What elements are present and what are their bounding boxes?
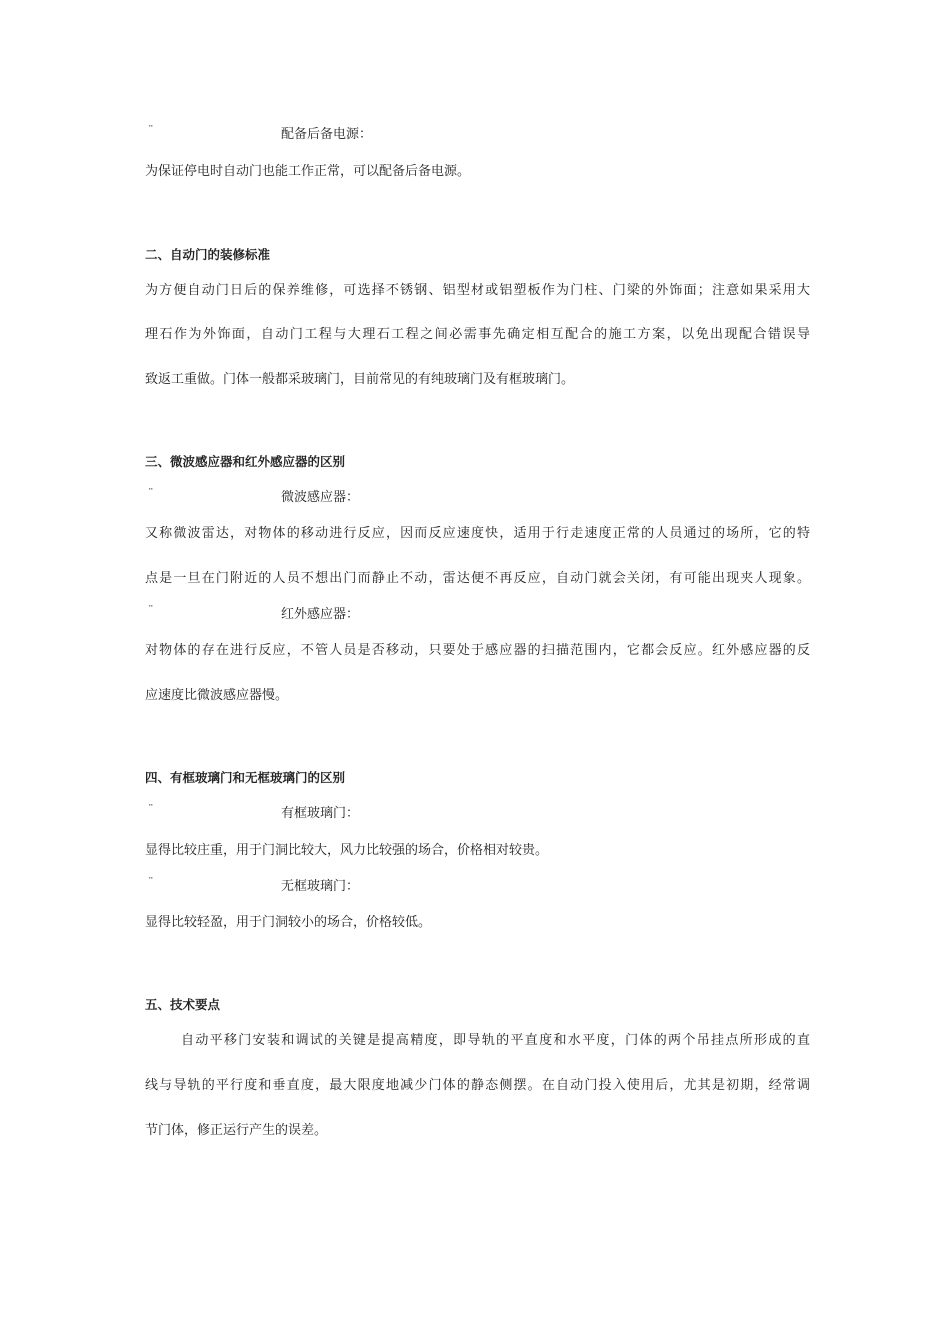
section-4-heading: 四、有框玻璃门和无框玻璃门的区别	[145, 770, 346, 785]
infrared-sensor-text-line: 对物体的存在进行反应，不管人员是否移动，只要处于感应器的扫描范围内，它都会反应。红外感应器的反	[145, 643, 810, 658]
infrared-sensor-text-line: 应速度比微波感应器慢。	[145, 688, 289, 703]
frameless-door-label: 无框玻璃门：	[281, 879, 360, 894]
backup-power-label: 配备后备电源：	[281, 127, 373, 142]
bullet-icon: ¨	[148, 487, 154, 500]
section-2-paragraph-line: 理石作为外饰面，自动门工程与大理石工程之间必需事先确定相互配合的施工方案，以免出现配合错误导	[145, 327, 810, 342]
framed-door-item	[145, 805, 810, 823]
bullet-icon: ¨	[148, 604, 154, 617]
framed-door-text: 显得比较庄重，用于门洞比较大，风力比较强的场合，价格相对较贵。	[145, 843, 549, 858]
section-5-paragraph-line: 线与导轨的平行度和垂直度，最大限度地减少门体的静态侧摆。在自动门投入使用后，尤其是初期，经常调	[145, 1078, 810, 1093]
section-2-paragraph-line: 致返工重做。门体一般都采玻璃门，目前常见的有纯玻璃门及有框玻璃门。	[145, 372, 575, 387]
microwave-sensor-text-line: 又称微波雷达，对物体的移动进行反应，因而反应速度快，适用于行走速度正常的人员通过的场所，它的特	[145, 526, 810, 541]
frameless-door-item	[145, 878, 810, 896]
infrared-sensor-label: 红外感应器：	[281, 607, 360, 622]
section-2-paragraph-line: 为方便自动门日后的保养维修，可选择不锈钢、铝型材或铝塑板作为门柱、门梁的外饰面；注意如果采用大	[145, 283, 810, 298]
section-5-paragraph-line: 自动平移门安装和调试的关键是提高精度，即导轨的平直度和水平度，门体的两个吊挂点所形成的直	[181, 1033, 810, 1048]
bullet-icon: ¨	[148, 876, 154, 889]
section-5-heading: 五、技术要点	[145, 997, 221, 1012]
section-3-heading: 三、微波感应器和红外感应器的区别	[145, 454, 346, 469]
backup-power-text: 为保证停电时自动门也能工作正常，可以配备后备电源。	[145, 164, 471, 179]
section-5-paragraph-line: 节门体，修正运行产生的误差。	[145, 1123, 328, 1138]
bullet-icon: ¨	[148, 124, 154, 137]
infrared-sensor-item	[145, 606, 810, 624]
microwave-sensor-item	[145, 489, 810, 507]
backup-power-item	[145, 126, 810, 144]
framed-door-label: 有框玻璃门：	[281, 806, 360, 821]
frameless-door-text: 显得比较轻盈，用于门洞较小的场合，价格较低。	[145, 915, 432, 930]
section-2-heading: 二、自动门的装修标准	[145, 247, 271, 262]
bullet-icon: ¨	[148, 803, 154, 816]
microwave-sensor-label: 微波感应器：	[281, 490, 360, 505]
microwave-sensor-text-line: 点是一旦在门附近的人员不想出门而静止不动，雷达便不再反应，自动门就会关闭，有可能出现夹人现象。	[145, 571, 810, 586]
